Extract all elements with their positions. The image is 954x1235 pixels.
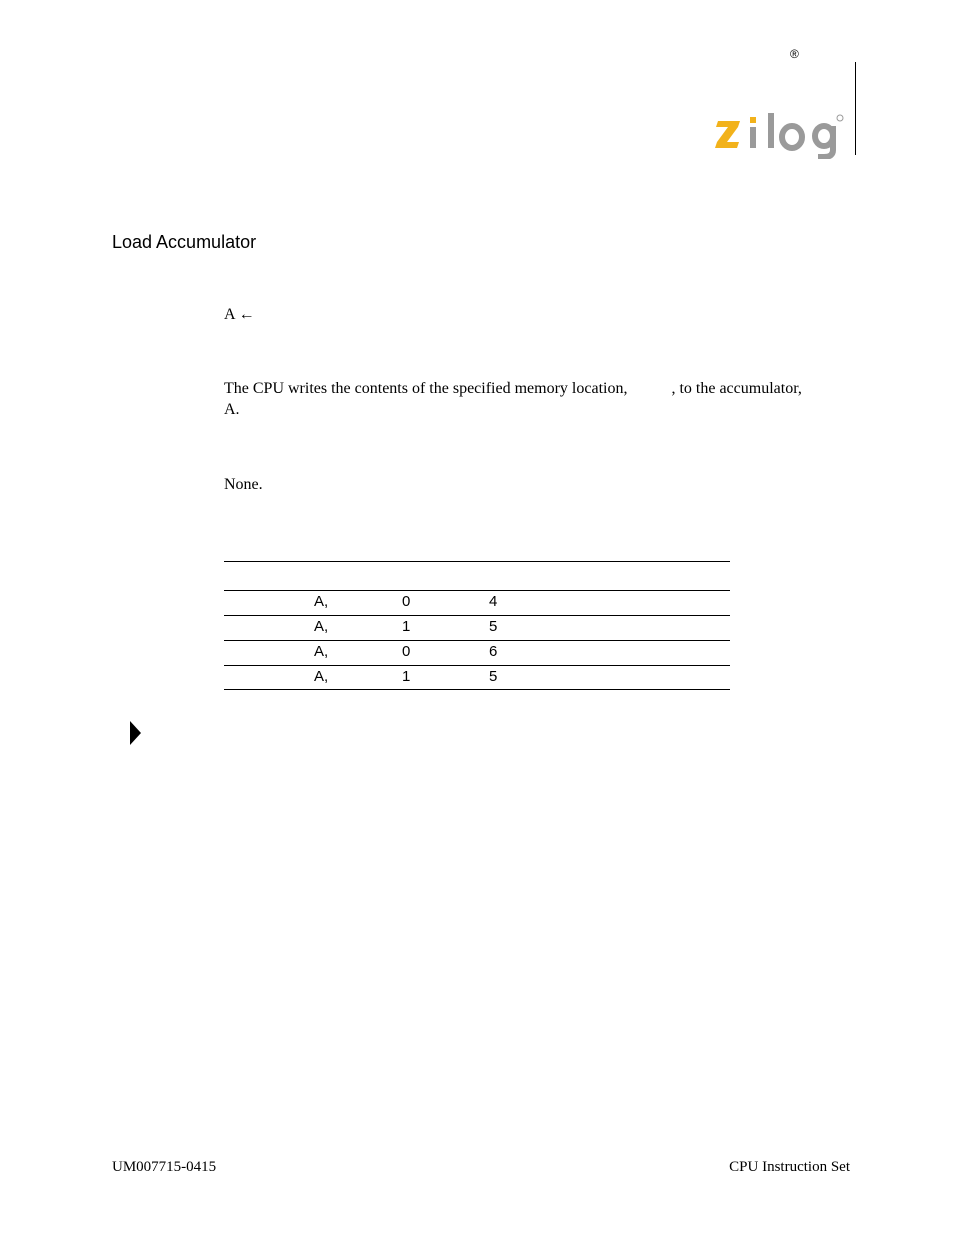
operation-text: A ← <box>224 306 255 323</box>
zilog-logo-graphic <box>706 44 856 159</box>
table-cell: 1 <box>402 618 411 635</box>
footer-section-name: CPU Instruction Set <box>729 1159 850 1175</box>
description-line-2: A. <box>224 401 240 418</box>
table-row <box>224 592 730 617</box>
zilog-logo <box>706 44 856 159</box>
table-cell: 0 <box>402 593 411 610</box>
footer-doc-number: UM007715-0415 <box>112 1159 217 1175</box>
table-rule <box>224 561 730 562</box>
registered-mark: ® <box>790 47 799 61</box>
table-row <box>224 642 730 667</box>
table-cell: A, <box>314 618 329 635</box>
section-title: Load Accumulator <box>112 232 257 252</box>
table-cell: 1 <box>402 668 411 685</box>
table-rule <box>224 665 730 666</box>
table-row <box>224 617 730 642</box>
table-rule <box>224 590 730 591</box>
condition-bits-text: None. <box>224 476 263 493</box>
table-cell: A, <box>314 643 329 660</box>
table-cell: 6 <box>489 643 498 660</box>
description-part-1: The CPU writes the contents of the specified memory location, <box>224 380 628 397</box>
table-cell: 4 <box>489 593 498 610</box>
table-rule <box>224 615 730 616</box>
table-cell: A, <box>314 593 329 610</box>
table-cell: 5 <box>489 668 498 685</box>
table-cell: 5 <box>489 618 498 635</box>
description-line-1 <box>224 378 844 399</box>
triangle-arrow-icon <box>130 721 141 745</box>
table-cell: A, <box>314 668 329 685</box>
table-cell: 0 <box>402 643 411 660</box>
description-part-2: , to the accumulator, <box>671 380 802 397</box>
header-vertical-rule <box>855 62 856 155</box>
table-rule <box>224 640 730 641</box>
table-rule <box>224 689 730 690</box>
